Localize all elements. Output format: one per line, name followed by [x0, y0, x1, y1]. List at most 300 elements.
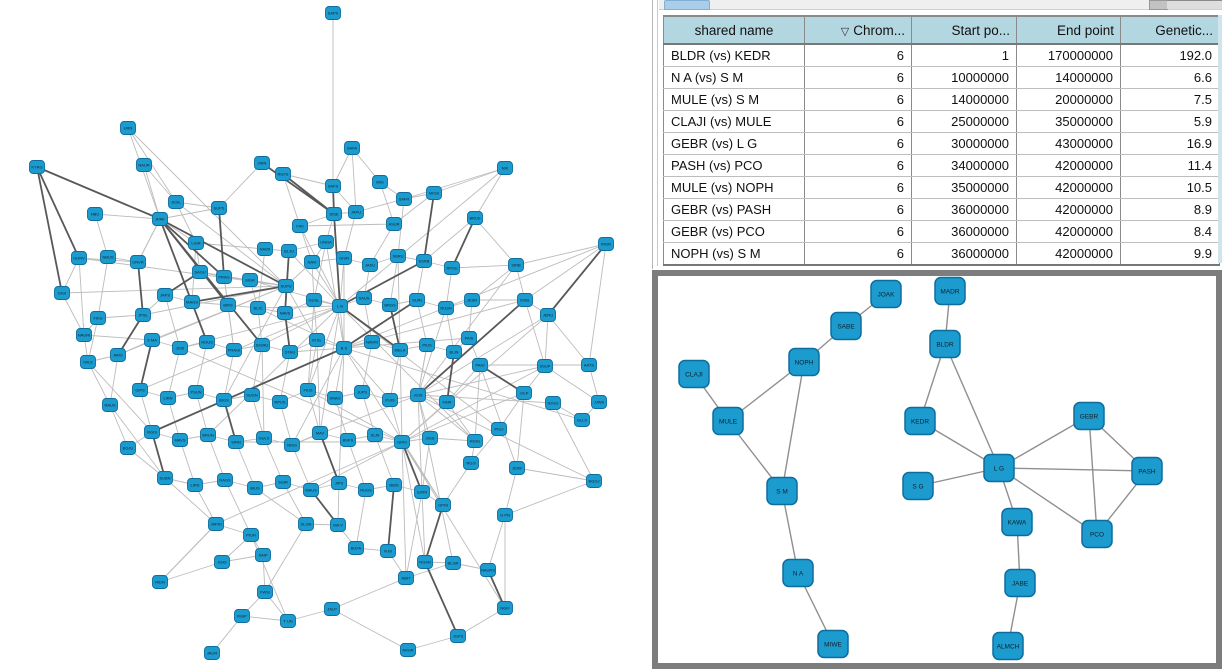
- edge-attribute-table: [663, 15, 1220, 266]
- network-node[interactable]: [101, 251, 116, 264]
- network-node[interactable]: [103, 399, 118, 412]
- network-node[interactable]: [229, 436, 244, 449]
- network-node[interactable]: [767, 478, 797, 505]
- network-node[interactable]: [337, 252, 352, 265]
- cell-value: 6: [805, 221, 912, 243]
- node-label: MAVS: [174, 437, 186, 443]
- network-node[interactable]: [279, 280, 294, 293]
- network-node[interactable]: [173, 342, 188, 355]
- network-node[interactable]: [304, 484, 319, 497]
- network-edge: [375, 435, 394, 485]
- node-label: MIWE: [824, 641, 842, 649]
- network-node[interactable]: [235, 610, 250, 623]
- network-edge[interactable]: [1089, 416, 1097, 534]
- network-node[interactable]: [446, 557, 461, 570]
- cell-value: 8.4: [1121, 221, 1220, 243]
- network-node[interactable]: [498, 162, 513, 175]
- network-node[interactable]: [299, 518, 314, 531]
- network-node[interactable]: [276, 476, 291, 489]
- network-node[interactable]: [278, 307, 293, 320]
- network-node[interactable]: [517, 387, 532, 400]
- network-node[interactable]: [381, 545, 396, 558]
- network-node[interactable]: [383, 299, 398, 312]
- network-node[interactable]: [245, 389, 260, 402]
- network-node[interactable]: [498, 509, 513, 522]
- network-node[interactable]: [397, 193, 412, 206]
- network-node[interactable]: [30, 161, 45, 174]
- network-node[interactable]: [365, 336, 380, 349]
- cell-value: 8.9: [1121, 199, 1220, 221]
- cell-value: 16.9: [1121, 133, 1220, 155]
- node-label: UNVR: [132, 259, 144, 265]
- node-label: SUIN: [412, 297, 422, 303]
- network-node[interactable]: [464, 457, 479, 470]
- network-edge: [434, 168, 505, 193]
- network-node[interactable]: [310, 334, 325, 347]
- network-node[interactable]: [439, 302, 454, 315]
- network-node[interactable]: [111, 349, 126, 362]
- network-node[interactable]: [333, 300, 348, 313]
- column-header-end-point[interactable]: End point: [1017, 16, 1121, 44]
- node-label: NAGS: [219, 477, 231, 483]
- network-node[interactable]: [383, 394, 398, 407]
- network-edge: [317, 340, 320, 433]
- network-node[interactable]: [137, 159, 152, 172]
- cell-value: 43000000: [1017, 133, 1121, 155]
- network-node[interactable]: [169, 196, 184, 209]
- node-label: JALP: [327, 606, 337, 612]
- network-node[interactable]: [88, 208, 103, 221]
- cell-shared-name: CLAJI (vs) MULE: [664, 111, 805, 133]
- network-node[interactable]: [327, 208, 342, 221]
- network-node[interactable]: [189, 386, 204, 399]
- network-node[interactable]: [173, 434, 188, 447]
- network-node[interactable]: [145, 334, 160, 347]
- network-node[interactable]: [328, 392, 343, 405]
- network-node[interactable]: [209, 518, 224, 531]
- node-label: GIRS: [397, 439, 407, 445]
- network-node[interactable]: [221, 299, 236, 312]
- node-label: SAUS: [358, 295, 370, 301]
- network-edge-strong: [140, 340, 152, 390]
- node-label: PRAGI: [227, 347, 241, 353]
- cell-value: 6: [805, 89, 912, 111]
- scrollbar-button[interactable]: [1149, 0, 1168, 10]
- node-label: JGIS: [413, 392, 423, 398]
- cell-value: 10000000: [912, 67, 1017, 89]
- network-node[interactable]: [255, 339, 270, 352]
- network-node[interactable]: [401, 644, 416, 657]
- node-label: NAUS: [104, 402, 116, 408]
- network-node[interactable]: [77, 329, 92, 342]
- network-node[interactable]: [935, 278, 965, 305]
- network-node[interactable]: [468, 435, 483, 448]
- network-node[interactable]: [1074, 403, 1104, 430]
- network-node[interactable]: [509, 259, 524, 272]
- network-node[interactable]: [244, 529, 259, 542]
- node-label: JAPS: [159, 292, 171, 298]
- network-node[interactable]: [492, 423, 507, 436]
- network-node[interactable]: [131, 256, 146, 269]
- node-label: AIRS: [113, 352, 123, 358]
- cell-shared-name: NOPH (vs) S M: [664, 243, 805, 266]
- network-node[interactable]: [355, 386, 370, 399]
- network-edge: [320, 306, 340, 433]
- node-label: RUFS: [277, 171, 289, 177]
- network-node[interactable]: [393, 344, 408, 357]
- network-edge: [452, 265, 516, 268]
- cell-value: 6: [805, 67, 912, 89]
- node-label: PAIS: [464, 335, 474, 341]
- network-node[interactable]: [189, 237, 204, 250]
- network-node[interactable]: [418, 556, 433, 569]
- cell-value: 6: [805, 243, 912, 266]
- network-edge: [505, 468, 517, 515]
- node-label: RGIS: [147, 429, 157, 435]
- network-node[interactable]: [255, 157, 270, 170]
- network-node[interactable]: [276, 168, 291, 181]
- network-node[interactable]: [145, 426, 160, 439]
- network-edge-strong: [138, 262, 143, 315]
- network-node[interactable]: [293, 220, 308, 233]
- network-node[interactable]: [193, 266, 208, 279]
- network-node[interactable]: [341, 434, 356, 447]
- network-node[interactable]: [337, 342, 352, 355]
- network-node[interactable]: [72, 252, 87, 265]
- network-edge: [168, 348, 180, 398]
- table-row[interactable]: [664, 155, 1220, 177]
- network-edge: [79, 258, 84, 335]
- node-label: JESL: [171, 199, 181, 205]
- network-node[interactable]: [158, 472, 173, 485]
- network-node[interactable]: [301, 384, 316, 397]
- horizontal-scrollbar: [659, 0, 1222, 10]
- node-label: BLDR: [936, 341, 954, 349]
- network-node[interactable]: [582, 359, 597, 372]
- network-node[interactable]: [818, 631, 848, 658]
- node-label: CLAJI: [685, 371, 703, 379]
- network-node[interactable]: [227, 344, 242, 357]
- node-label: MILS: [83, 359, 93, 365]
- network-node[interactable]: [363, 259, 378, 272]
- network-node[interactable]: [218, 474, 233, 487]
- network-node[interactable]: [349, 542, 364, 555]
- network-node[interactable]: [273, 396, 288, 409]
- node-label: JIRN: [257, 160, 267, 166]
- network-edge[interactable]: [999, 468, 1147, 471]
- network-node[interactable]: [451, 630, 466, 643]
- node-label: JUPS: [356, 389, 368, 395]
- network-edge: [400, 350, 402, 442]
- table-row[interactable]: [664, 44, 1220, 67]
- node-label: LIRS: [190, 482, 200, 488]
- cell-value: 170000000: [1017, 44, 1121, 67]
- network-node[interactable]: [993, 633, 1023, 660]
- network-node[interactable]: [599, 238, 614, 251]
- scrollbar-thumb[interactable]: [664, 0, 710, 10]
- network-node[interactable]: [258, 243, 273, 256]
- network-node[interactable]: [326, 7, 341, 20]
- node-label: NGIF: [500, 605, 510, 611]
- network-node[interactable]: [538, 360, 553, 373]
- network-node[interactable]: [201, 429, 216, 442]
- network-node[interactable]: [326, 180, 341, 193]
- network-node[interactable]: [121, 122, 136, 135]
- cell-value: 6.6: [1121, 67, 1220, 89]
- network-node[interactable]: [905, 408, 935, 435]
- network-edge[interactable]: [782, 362, 804, 491]
- network-edge: [224, 350, 234, 400]
- network-node[interactable]: [518, 294, 533, 307]
- network-node[interactable]: [256, 549, 271, 562]
- network-node[interactable]: [357, 292, 372, 305]
- network-node[interactable]: [447, 346, 462, 359]
- network-node[interactable]: [592, 396, 607, 409]
- table-row[interactable]: [664, 89, 1220, 111]
- network-node[interactable]: [81, 356, 96, 369]
- network-node[interactable]: [387, 479, 402, 492]
- node-label: JIPS: [334, 480, 344, 486]
- table-row[interactable]: [664, 243, 1220, 266]
- network-node[interactable]: [217, 394, 232, 407]
- network-node[interactable]: [713, 408, 743, 435]
- node-label: STAG: [284, 349, 296, 355]
- network-edge: [265, 524, 306, 592]
- network-node[interactable]: [319, 236, 334, 249]
- network-edge-strong: [344, 300, 417, 348]
- network-node[interactable]: [417, 255, 432, 268]
- node-label: NAVI: [307, 259, 317, 265]
- table-row[interactable]: [664, 133, 1220, 155]
- network-edge: [340, 258, 344, 306]
- network-node[interactable]: [283, 346, 298, 359]
- network-node[interactable]: [121, 442, 136, 455]
- network-node[interactable]: [510, 462, 525, 475]
- network-node[interactable]: [153, 213, 168, 226]
- network-node[interactable]: [133, 384, 148, 397]
- network-node[interactable]: [387, 218, 402, 231]
- table-row[interactable]: [664, 221, 1220, 243]
- table-row[interactable]: [664, 199, 1220, 221]
- network-node[interactable]: [391, 250, 406, 263]
- node-label: JABE: [1011, 580, 1029, 588]
- cell-value: 6: [805, 199, 912, 221]
- network-node[interactable]: [373, 176, 388, 189]
- table-row[interactable]: [664, 111, 1220, 133]
- network-node[interactable]: [546, 397, 561, 410]
- node-label: L N: [336, 303, 344, 309]
- node-label: NAVS: [279, 310, 291, 316]
- network-edge: [402, 442, 505, 608]
- node-label: SGIR: [278, 479, 288, 485]
- network-node[interactable]: [368, 429, 383, 442]
- network-edge[interactable]: [945, 344, 999, 468]
- node-label: RGIG: [469, 438, 481, 444]
- cell-shared-name: GEBR (vs) PASH: [664, 199, 805, 221]
- network-node[interactable]: [161, 392, 176, 405]
- filter-icon[interactable]: ▽: [840, 25, 850, 38]
- node-label: RGIP: [237, 613, 247, 619]
- network-node[interactable]: [185, 296, 200, 309]
- node-label: B S: [340, 345, 348, 351]
- network-node[interactable]: [436, 499, 451, 512]
- node-label: SISE: [329, 211, 339, 217]
- column-header-shared-name[interactable]: shared name: [664, 16, 805, 44]
- network-node[interactable]: [200, 336, 215, 349]
- network-node[interactable]: [462, 332, 477, 345]
- network-node[interactable]: [248, 482, 263, 495]
- node-label: NBIS: [389, 482, 399, 488]
- network-node[interactable]: [415, 486, 430, 499]
- network-node[interactable]: [679, 361, 709, 388]
- network-node[interactable]: [481, 564, 496, 577]
- node-label: NIGIR: [402, 647, 414, 653]
- node-label: SAFR: [398, 196, 410, 202]
- network-node[interactable]: [783, 560, 813, 587]
- network-node[interactable]: [903, 473, 933, 500]
- network-node[interactable]: [440, 396, 455, 409]
- node-label: LIRN: [163, 395, 173, 401]
- node-label: GLLS: [576, 417, 588, 423]
- network-node[interactable]: [420, 339, 435, 352]
- node-label: RIDN: [155, 579, 165, 585]
- network-node[interactable]: [251, 302, 266, 315]
- network-node[interactable]: [285, 439, 300, 452]
- network-node[interactable]: [188, 479, 203, 492]
- cell-value: 20000000: [1017, 89, 1121, 111]
- network-node[interactable]: [831, 313, 861, 340]
- network-node[interactable]: [410, 294, 425, 307]
- node-label: BGJU: [122, 445, 134, 451]
- network-node[interactable]: [587, 475, 602, 488]
- network-edge: [402, 442, 406, 578]
- node-label: SIRN: [231, 439, 241, 445]
- network-node[interactable]: [1005, 570, 1035, 597]
- node-label: PIUN: [246, 532, 256, 538]
- network-node[interactable]: [313, 427, 328, 440]
- node-label: S MA: [147, 337, 157, 343]
- node-label: SLGN: [300, 521, 312, 527]
- network-node[interactable]: [91, 312, 106, 325]
- network-node[interactable]: [345, 142, 360, 155]
- node-label: BRGS: [384, 302, 396, 308]
- column-header-genetic---[interactable]: Genetic...: [1121, 16, 1220, 44]
- node-label: MULE: [718, 418, 738, 426]
- network-node[interactable]: [55, 287, 70, 300]
- table-row[interactable]: [664, 177, 1220, 199]
- network-node[interactable]: [984, 455, 1014, 482]
- node-label: FWSI: [260, 589, 270, 595]
- network-node[interactable]: [325, 603, 340, 616]
- network-node[interactable]: [215, 556, 230, 569]
- network-node[interactable]: [153, 576, 168, 589]
- network-node[interactable]: [158, 289, 173, 302]
- detail-network-canvas[interactable]: [658, 276, 1216, 663]
- cell-value: 6: [805, 155, 912, 177]
- network-node[interactable]: [399, 572, 414, 585]
- network-node[interactable]: [1002, 509, 1032, 536]
- cell-value: 34000000: [912, 155, 1017, 177]
- network-node[interactable]: [871, 281, 901, 308]
- node-label: GIGI: [57, 290, 67, 296]
- node-label: GULS: [258, 435, 270, 441]
- cell-value: 6: [805, 133, 912, 155]
- network-node[interactable]: [468, 212, 483, 225]
- node-label: SAPS: [327, 10, 339, 16]
- network-node[interactable]: [257, 432, 272, 445]
- network-node[interactable]: [332, 477, 347, 490]
- network-node[interactable]: [331, 519, 346, 532]
- column-header-chrom---[interactable]: ▽ Chrom...: [805, 16, 912, 44]
- node-label: SLIN: [370, 432, 380, 438]
- node-label: BIRS: [223, 302, 233, 308]
- network-edge: [84, 335, 152, 340]
- network-node[interactable]: [243, 274, 258, 287]
- table-row[interactable]: [664, 67, 1220, 89]
- network-node[interactable]: [205, 647, 220, 660]
- network-node[interactable]: [423, 432, 438, 445]
- network-node[interactable]: [789, 349, 819, 376]
- node-label: S G: [912, 483, 924, 491]
- network-node[interactable]: [930, 331, 960, 358]
- cell-value: 30000000: [912, 133, 1017, 155]
- network-edge: [505, 481, 594, 515]
- network-node[interactable]: [411, 389, 426, 402]
- network-node[interactable]: [465, 294, 480, 307]
- network-node[interactable]: [359, 484, 374, 497]
- network-node[interactable]: [258, 586, 273, 599]
- network-node[interactable]: [307, 294, 322, 307]
- network-edge: [525, 244, 606, 300]
- node-label: PIUS: [422, 342, 432, 348]
- network-node[interactable]: [217, 271, 232, 284]
- network-node[interactable]: [305, 256, 320, 269]
- node-label: SAGU: [194, 269, 206, 275]
- node-label: KYRG: [31, 164, 43, 170]
- node-label: T UN: [283, 618, 293, 624]
- network-node[interactable]: [498, 602, 513, 615]
- network-edge: [517, 393, 524, 468]
- cell-value: 35000000: [1017, 111, 1121, 133]
- cell-value: 42000000: [1017, 199, 1121, 221]
- network-node[interactable]: [541, 309, 556, 322]
- column-header-start-po---[interactable]: Start po...: [912, 16, 1017, 44]
- network-node[interactable]: [281, 615, 296, 628]
- node-label: MAGS: [186, 299, 198, 305]
- node-label: MA V: [333, 522, 343, 528]
- network-node[interactable]: [1082, 521, 1112, 548]
- table-header-row: [664, 16, 1220, 44]
- network-edge: [196, 342, 207, 392]
- cell-shared-name: GEBR (vs) L G: [664, 133, 805, 155]
- network-node[interactable]: [212, 202, 227, 215]
- node-label: PCO: [1089, 531, 1105, 539]
- network-node[interactable]: [445, 262, 460, 275]
- network-node[interactable]: [136, 309, 151, 322]
- node-label: BUFS: [342, 437, 354, 443]
- node-label: GEBR: [1079, 413, 1099, 421]
- network-node[interactable]: [473, 359, 488, 372]
- network-node[interactable]: [282, 245, 297, 258]
- network-node[interactable]: [575, 414, 590, 427]
- node-label: NAUR: [138, 162, 150, 168]
- network-node[interactable]: [349, 206, 364, 219]
- node-label: KAWA: [1007, 519, 1027, 527]
- network-node[interactable]: [395, 436, 410, 449]
- network-node[interactable]: [1132, 458, 1162, 485]
- node-label: BLGR: [447, 560, 459, 566]
- network-node[interactable]: [427, 187, 442, 200]
